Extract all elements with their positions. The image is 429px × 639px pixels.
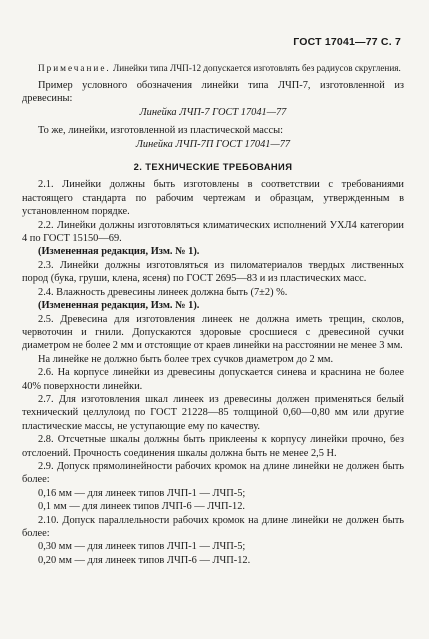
- paragraph-2-4-revision: (Измененная редакция, Изм. № 1).: [38, 300, 200, 312]
- paragraph-2-10-item-b: 0,20 мм — для линеек типов ЛЧП-6 — ЛЧП-12.: [38, 554, 251, 566]
- section-heading: 2. ТЕХНИЧЕСКИЕ ТРЕБОВАНИЯ: [133, 161, 293, 173]
- paragraph-2-2: 2.2. Линейки должны изготовляться климатических исполнений УХЛ4 категории 4 по ГОСТ 15150—69.: [22, 219, 404, 245]
- page-header: ГОСТ 17041—77 С. 7: [293, 36, 401, 48]
- paragraph-2-5: 2.5. Древесина для изготовления линеек не должна иметь трещин, сколов, червоточин и гнили. Допускаются здоровые сросшиеся с древесиной сучки диаметром не более 2 мм и отстоящие от краев линейки на расстоянии не менее 3 мм.: [22, 313, 404, 352]
- example1-designation: Линейка ЛЧП-7 ГОСТ 17041—77: [139, 106, 287, 118]
- paragraph-2-8: 2.8. Отсчетные шкалы должны быть приклеены к корпусу линейки прочно, без отслоений. Прочность соединения шкалы должна быть не менее 2,5 Н.: [22, 434, 404, 459]
- document-body: [22, 62, 404, 567]
- example2-intro: То же, линейки, изготовленной из пластической массы:: [38, 125, 283, 137]
- paragraph-2-2-revision: (Измененная редакция, Изм. № 1).: [38, 246, 200, 258]
- note-paragraph: [22, 62, 404, 74]
- example2-designation: Линейка ЛЧП-7П ГОСТ 17041—77: [135, 138, 291, 150]
- paragraph-2-9-item-a: 0,16 мм — для линеек типов ЛЧП-1 — ЛЧП-5;: [38, 487, 246, 499]
- paragraph-2-5-continued: На линейке не должно быть более трех сучков диаметром до 2 мм.: [38, 353, 334, 365]
- example1-intro: Пример условного обозначения линейки типа ЛЧП-7, изготовленной из древесины:: [22, 80, 404, 105]
- note-label: Примечание.: [38, 63, 111, 73]
- paragraph-2-10-item-a: 0,30 мм — для линеек типов ЛЧП-1 — ЛЧП-5;: [38, 541, 246, 553]
- paragraph-2-6: 2.6. На корпусе линейки из древесины допускается синева и краснина не более 40% поверхности линейки.: [22, 367, 404, 392]
- paragraph-2-1: 2.1. Линейки должны быть изготовлены в соответствии с требованиями настоящего стандарта по рабочим чертежам и образцам, утвержденным в установленном порядке.: [22, 179, 404, 218]
- paragraph-2-4: 2.4. Влажность древесины линеек должна быть (7±2) %.: [38, 286, 288, 298]
- paragraph-2-9: 2.9. Допуск прямолинейности рабочих кромок на длине линейки не должен быть более:: [22, 460, 404, 486]
- paragraph-2-10: 2.10. Допуск параллельности рабочих кромок на длине линейки не должен быть более:: [22, 514, 404, 539]
- paragraph-2-3: 2.3. Линейки должны изготовляться из пиломатериалов твердых лиственных пород (бука, груши, клена, ясеня) по ГОСТ 2695—83 и из пластических масс.: [22, 259, 404, 285]
- paragraph-2-7: 2.7. Для изготовления шкал линеек из древесины должен применяться белый технический целлулоид по ГОСТ 21228—85 толщиной 0,60—0,80 мм или другие пластические массы, не уступающие ему по качеству.: [22, 393, 404, 432]
- note-text: Линейки типа ЛЧП-12 допускается изготовлять без радиусов скругления.: [113, 63, 401, 73]
- paragraph-2-9-item-b: 0,1 мм — для линеек типов ЛЧП-6 — ЛЧП-12.: [38, 501, 246, 513]
